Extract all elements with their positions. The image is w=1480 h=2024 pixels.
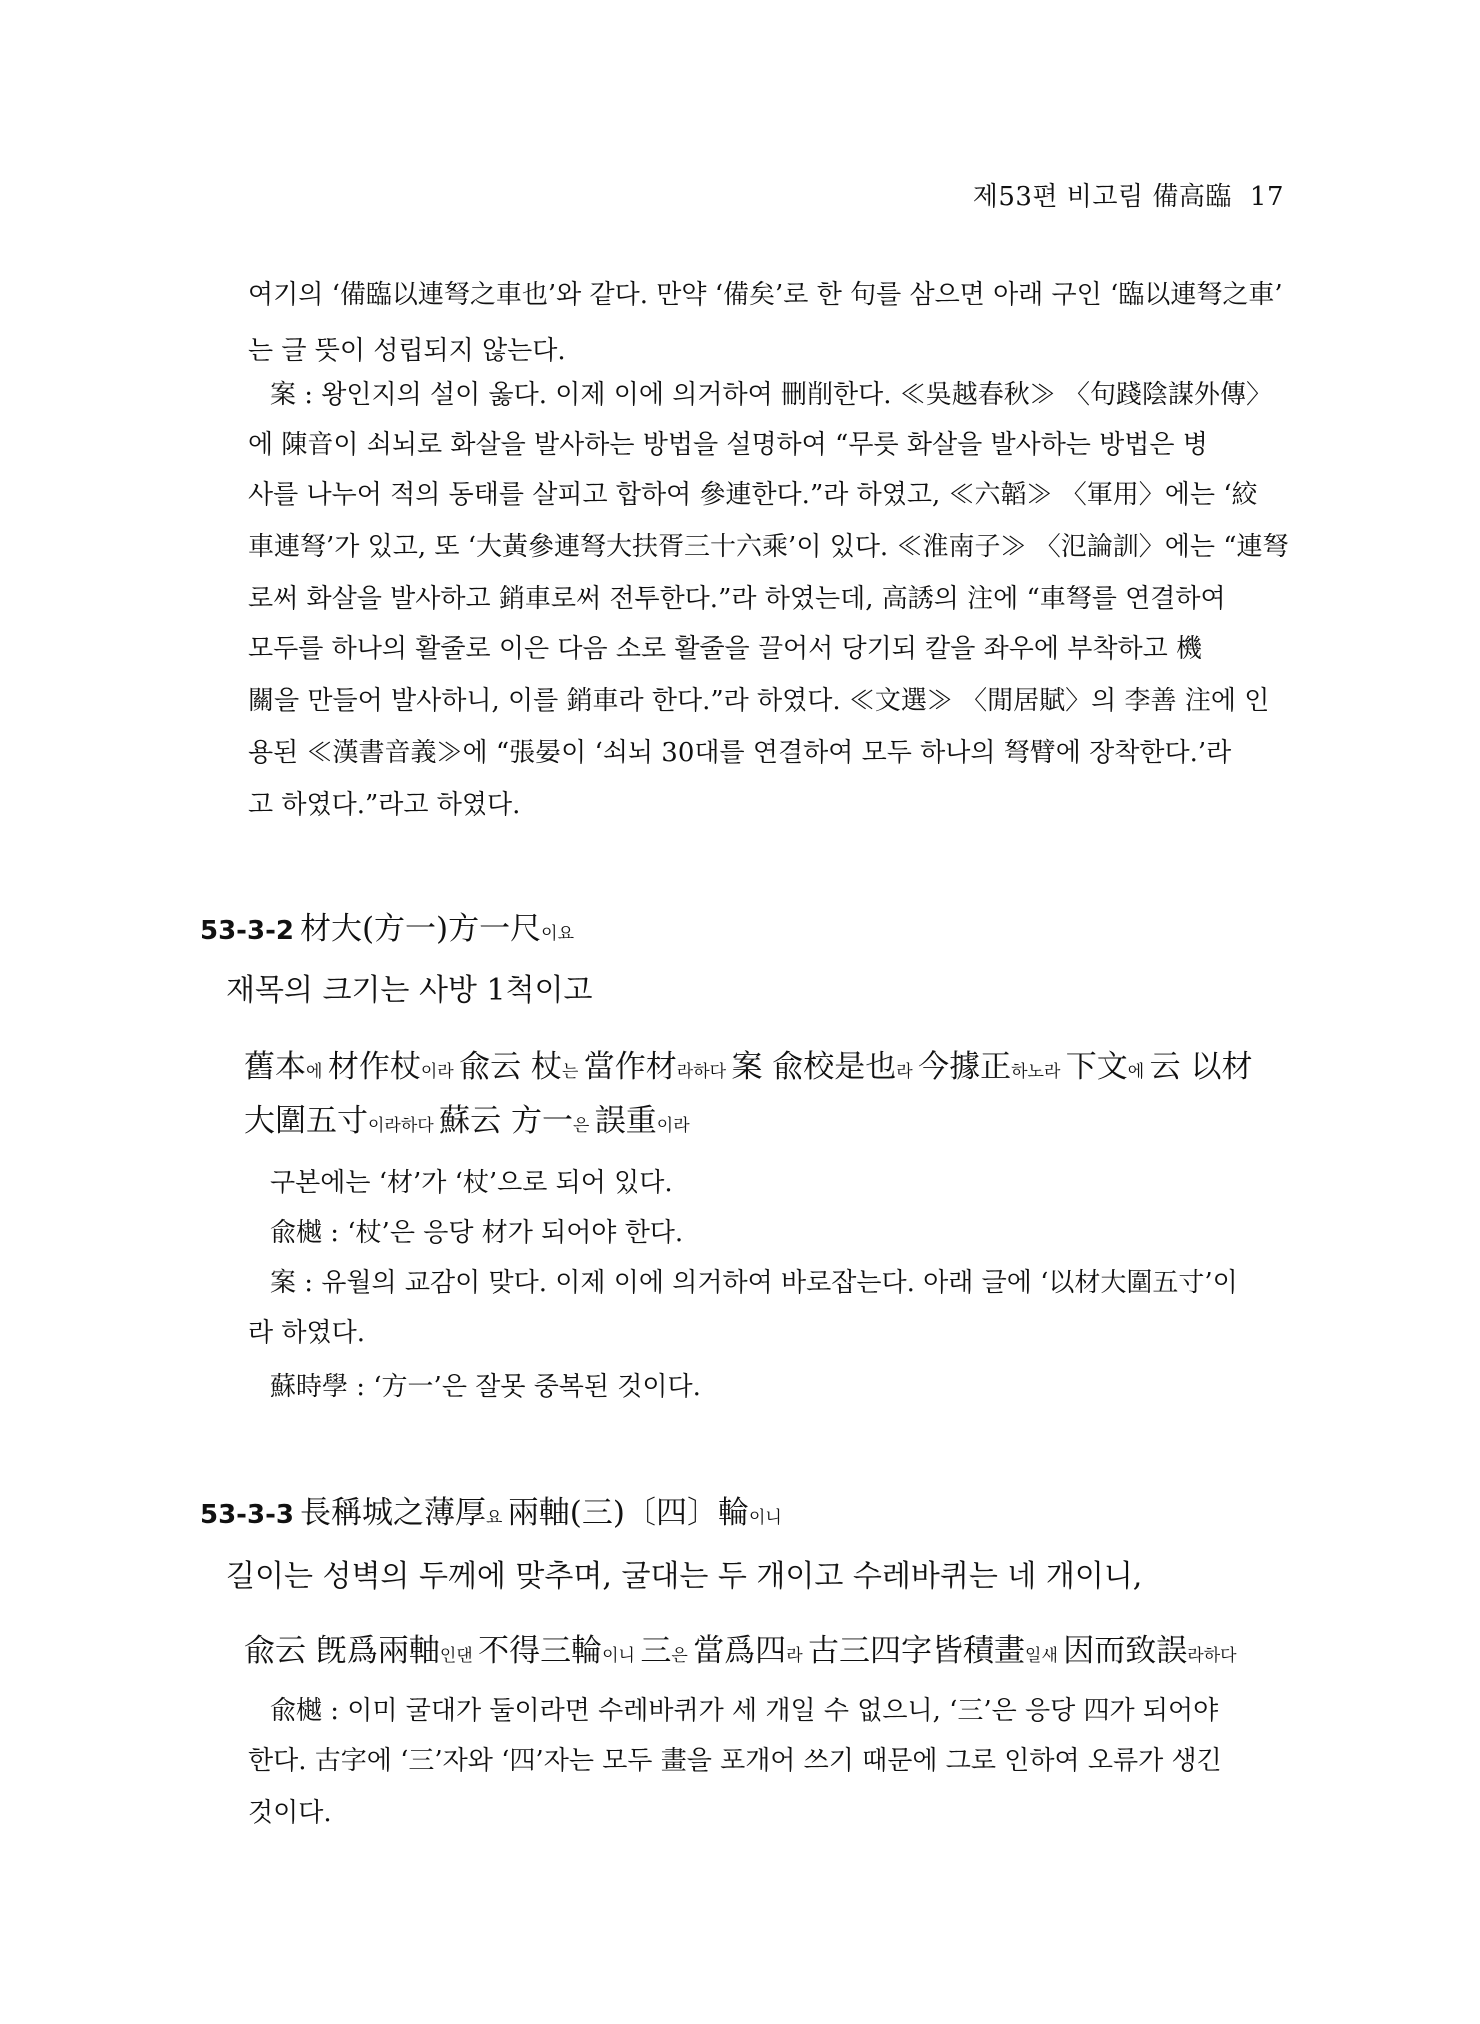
note-line: 한다. 古字에 ‘三’자와 ‘四’자는 모두 畫을 포개어 쓰기 때문에 그로 인하여 오류가 생긴: [248, 1746, 1222, 1776]
classical-text: 大圍五寸: [244, 1103, 368, 1139]
classical-text: 云 以材: [1149, 1049, 1253, 1085]
page-number: 17: [1249, 182, 1284, 212]
section-heading: [200, 1495, 782, 1531]
body-line: 에 陳音이 쇠뇌로 화살을 발사하는 방법을 설명하여 “무릇 화살을 발사하는 방법은 병: [248, 430, 1208, 460]
body-line: 여기의 ‘備臨以連弩之車也’와 같다. 만약 ‘備矣’로 한 句를 삼으면 아래 구인 ‘臨以連弩之車’: [248, 280, 1283, 310]
classical-text: 蘇云 方一: [439, 1103, 573, 1139]
section-number: 53-3-2: [200, 916, 294, 946]
section-number: 53-3-3: [200, 1500, 294, 1530]
particle-text: 에: [306, 1062, 328, 1082]
classical-text: 下文: [1065, 1049, 1128, 1085]
classical-text: 因而致誤: [1063, 1633, 1188, 1669]
classical-text: 三: [640, 1633, 672, 1669]
section-heading: [200, 911, 575, 947]
body-line: 용된 ≪漢書音義≫에 “張晏이 ‘쇠뇌 30대를 연결하여 모두 하나의 弩臂에 장착한다.’라: [248, 738, 1232, 768]
particle-text: 요: [485, 1508, 508, 1528]
body-line: 關을 만들어 발사하니, 이를 銷車라 한다.”라 하였다. ≪文選≫ 〈閒居賦〉의 李善 注에 인: [248, 686, 1270, 716]
note-line: 兪樾 : ‘杖’은 응당 材가 되어야 한다.: [270, 1218, 684, 1248]
particle-text: 은: [671, 1646, 694, 1666]
particle-text: 라하다: [676, 1062, 732, 1082]
classical-text: 今據正: [918, 1049, 1012, 1085]
note-line: 것이다.: [248, 1798, 332, 1828]
particle-text: 일새: [1025, 1646, 1064, 1666]
particle-text: 이니: [748, 1508, 782, 1528]
particle-text: 는: [561, 1062, 584, 1082]
body-line: 車連弩’가 있고, 또 ‘大黃參連弩大扶胥三十六乘’이 있다. ≪淮南子≫ 〈氾論訓〉에는 “連弩: [248, 532, 1289, 562]
particle-text: 라하다: [1187, 1646, 1237, 1666]
body-line: 는 글 뜻이 성립되지 않는다.: [248, 336, 566, 366]
classical-text: 長稱城之薄厚: [299, 1495, 486, 1531]
classical-text: 古三四字皆積畫: [808, 1633, 1026, 1669]
note-line: 라 하였다.: [248, 1318, 365, 1348]
particle-text: 하노라: [1011, 1062, 1066, 1082]
classical-text: 舊本: [244, 1049, 306, 1085]
note-line: 구본에는 ‘材’가 ‘杖’으로 되어 있다.: [270, 1168, 673, 1198]
section-heading-suffix: 이요: [541, 924, 575, 944]
original-text-line: [244, 1049, 1253, 1085]
body-line: 로써 화살을 발사하고 銷車로써 전투한다.”라 하였는데, 高誘의 注에 “車弩를 연결하여: [248, 584, 1226, 614]
note-line: 兪樾 : 이미 굴대가 둘이라면 수레바퀴가 세 개일 수 없으니, ‘三’은 응당 四가 되어야: [270, 1696, 1219, 1726]
particle-text: 은: [572, 1116, 595, 1136]
classical-text: 兪云 旣爲兩軸: [244, 1633, 440, 1669]
body-line: 案 : 왕인지의 설이 옳다. 이제 이에 의거하여 刪削한다. ≪吳越春秋≫ 〈句踐陰謀外傳〉: [270, 380, 1273, 410]
particle-text: 라: [896, 1062, 919, 1082]
classical-text: 當爲四: [693, 1633, 787, 1669]
particle-text: 라: [786, 1646, 809, 1666]
particle-text: 이라: [420, 1062, 460, 1082]
particle-text: 이니: [602, 1646, 641, 1666]
running-header-title: 제53편 비고림 備高臨: [972, 182, 1232, 212]
classical-text: 材作杖: [327, 1049, 421, 1085]
particle-text: 이라하다: [368, 1116, 440, 1136]
translation-line: 재목의 크기는 사방 1척이고: [226, 973, 593, 1008]
note-line: 案 : 유월의 교감이 맞다. 이제 이에 의거하여 바로잡는다. 아래 글에 ‘以材大圍五寸’이: [270, 1268, 1238, 1298]
particle-text: 인댄: [439, 1646, 479, 1666]
classical-text: 誤重: [594, 1103, 657, 1139]
original-text-line: [244, 1633, 1237, 1669]
particle-text: 에: [1127, 1062, 1150, 1082]
body-line: 고 하였다.”라고 하였다.: [248, 790, 521, 820]
note-line: 蘇時學 : ‘方一’은 잘못 중복된 것이다.: [270, 1372, 701, 1402]
classical-text: 案 兪校是也: [731, 1049, 897, 1085]
classical-text: 兩軸(三)〔四〕輪: [507, 1495, 749, 1531]
classical-text: 當作材: [583, 1049, 677, 1085]
translation-line: 길이는 성벽의 두께에 맞추며, 굴대는 두 개이고 수레바퀴는 네 개이니,: [226, 1559, 1143, 1594]
original-text-line: [244, 1103, 690, 1139]
body-line: 사를 나누어 적의 동태를 살피고 합하여 參連한다.”라 하였고, ≪六韜≫ 〈軍用〉에는 ‘絞: [248, 480, 1258, 510]
particle-text: 이라: [656, 1116, 690, 1136]
body-line: 모두를 하나의 활줄로 이은 다음 소로 활줄을 끌어서 당기되 칼을 좌우에 부착하고 機: [248, 634, 1203, 664]
classical-text: 兪云 杖: [459, 1049, 562, 1085]
classical-text: 不得三輪: [478, 1633, 603, 1669]
section-heading-text: 材大(方一)方一尺: [299, 911, 542, 947]
running-header: [973, 176, 1284, 213]
section-heading-text: [300, 1495, 782, 1531]
